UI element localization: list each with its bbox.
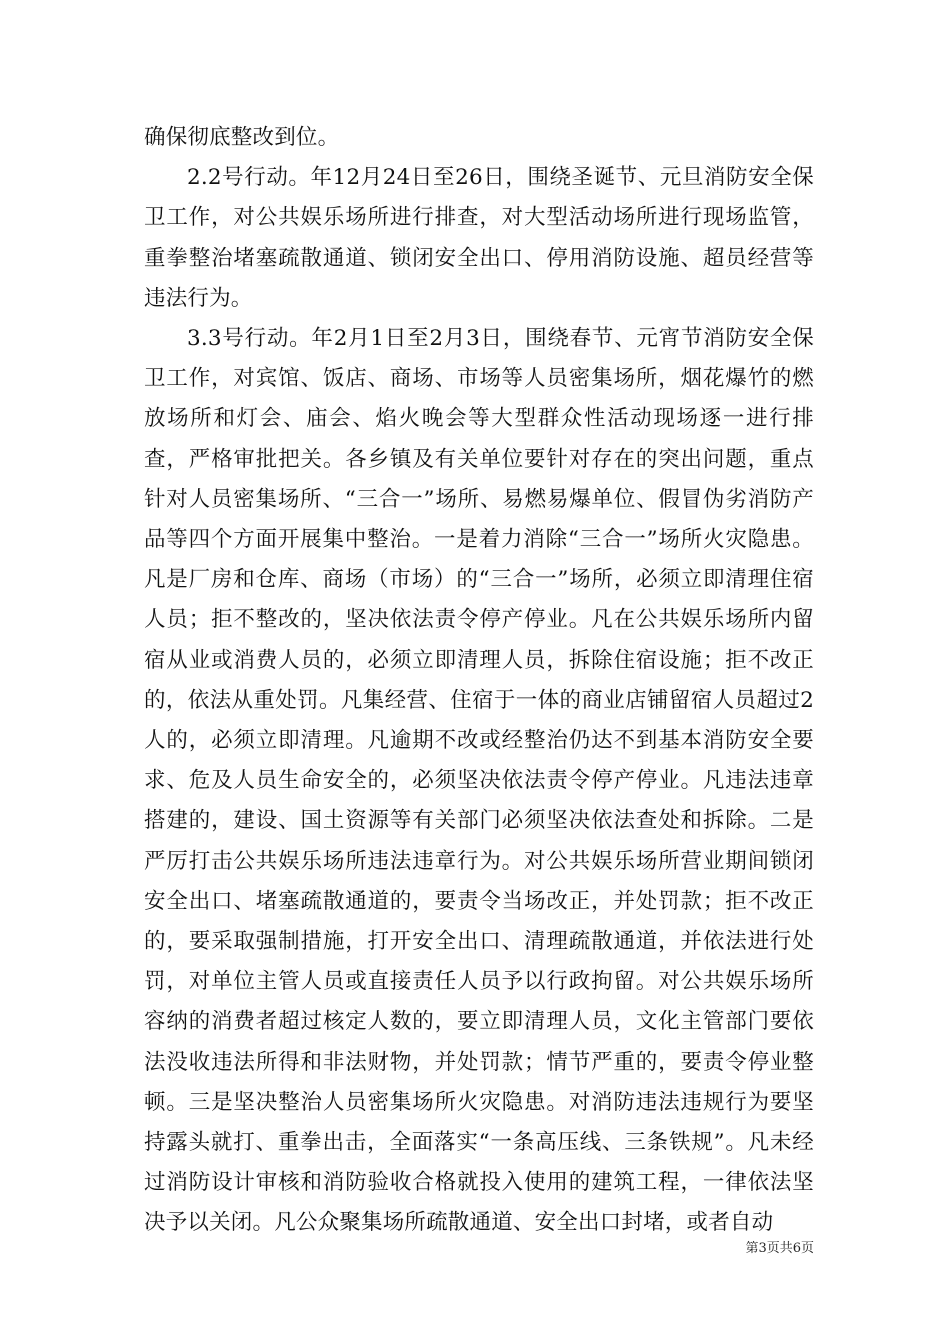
- page-number-footer: 第3页共6页: [745, 1241, 814, 1256]
- paragraph-continuation: 确保彻底整改到位。: [144, 125, 340, 150]
- body-text: [144, 118, 814, 1244]
- paragraph-action-3: 3.3号行动。年2月1日至2月3日，围绕春节、元宵节消防安全保卫工作，对宾馆、饭店、商场、市场等人员密集场所，烟花爆竹的燃放场所和灯会、庙会、焰火晚会等大型群众性活动现场逐一进行排查，严格审批把关。各乡镇及有关单位要针对存在的突出问题，重点针对人员密集场所、“三合一”场所、易燃易爆单位、假冒伪劣消防产品等四个方面开展集中整治。一是着力消除“三合一”场所火灾隐患。凡是厂房和仓库、商场（市场）的“三合一”场所，必须立即清理住宿人员；拒不整改的，坚决依法责令停产停业。凡在公共娱乐场所内留宿从业或消费人员的，必须立即清理人员，拆除住宿设施；拒不改正的，依法从重处罚。凡集经营、住宿于一体的商业店铺留宿人员超过2人的，必须立即清理。凡逾期不改或经整治仍达不到基本消防安全要求、危及人员生命安全的，必须坚决依法责令停产停业。凡违法违章搭建的，建设、国土资源等有关部门必须坚决依法查处和拆除。二是严厉打击公共娱乐场所违法违章行为。对公共娱乐场所营业期间锁闭安全出口、堵塞疏散通道的，要责令当场改正，并处罚款；拒不改正的，要采取强制措施，打开安全出口、清理疏散通道，并依法进行处罚，对单位主管人员或直接责任人员予以行政拘留。对公共娱乐场所容纳的消费者超过核定人数的，要立即清理人员，文化主管部门要依法没收违法所得和非法财物，并处罚款；情节严重的，要责令停业整顿。三是坚决整治人员密集场所火灾隐患。对消防违法违规行为要坚持露头就打、重拳出击，全面落实“一条高压线、三条铁规”。凡未经过消防设计审核和消防验收合格就投入使用的建筑工程，一律依法坚决予以关闭。凡公众聚集场所疏散通道、安全出口封堵，或者自动: [144, 326, 814, 1236]
- paragraph-action-2: 2.2号行动。年12月24日至26日，围绕圣诞节、元旦消防安全保卫工作，对公共娱乐场所进行排查，对大型活动场所进行现场监管，重拳整治堵塞疏散通道、锁闭安全出口、停用消防设施、超员经营等违法行为。: [144, 165, 814, 311]
